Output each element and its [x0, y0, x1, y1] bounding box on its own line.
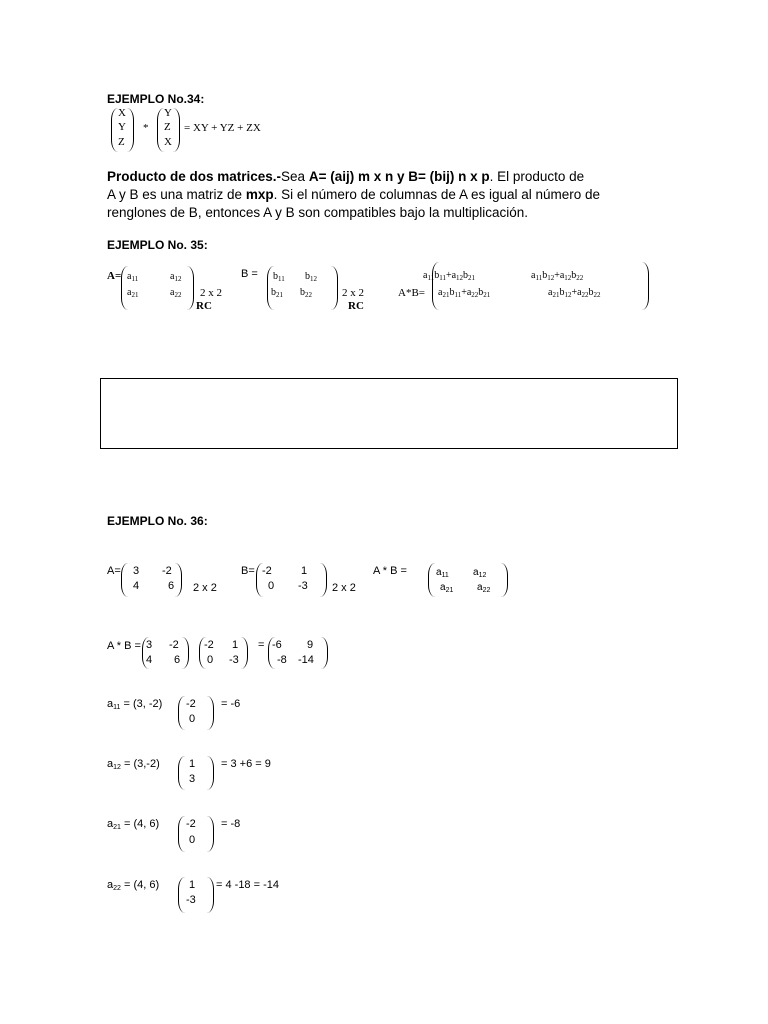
left-paren-icon — [428, 563, 436, 597]
example-35-heading: EJEMPLO No. 35: — [107, 238, 208, 252]
right-paren-icon — [330, 266, 338, 310]
right-paren-icon — [174, 563, 182, 597]
product-definition-line-2: A y B es una matriz de mxp. Si el número de columnas de A es igual al número de — [107, 187, 601, 202]
example-36-heading: EJEMPLO No. 36: — [107, 514, 208, 528]
product-definition-line-3: renglones de B, entonces A y B son compatibles bajo la multiplicación. — [107, 205, 528, 220]
matrix-b-dimension: 2 x 2 — [332, 582, 356, 594]
right-paren-icon — [206, 877, 214, 913]
equals-sign: = — [258, 639, 265, 651]
matrix-a-rc: RC — [196, 300, 212, 312]
empty-text-box — [100, 378, 678, 449]
right-paren-icon — [186, 266, 194, 310]
right-paren-icon — [206, 756, 214, 790]
element-a11-row: $a_{11} = (3$, -2) — [107, 698, 163, 711]
element-a22-row: $a_{22} = (4$, 6) — [107, 879, 160, 892]
right-paren-icon — [126, 108, 134, 152]
matrix-b-dimension: 2 x 2 — [342, 287, 364, 299]
matrix-ab-label: A * B = — [373, 565, 407, 577]
right-paren-icon — [240, 637, 248, 669]
right-paren-icon — [181, 637, 189, 669]
matrix-b-label: B= — [241, 565, 255, 577]
product-calc-label: A * B = — [107, 640, 141, 652]
element-a21-result: = -8 — [221, 818, 241, 830]
element-a21-row: $a_{21} = (4$, 6) — [107, 818, 160, 831]
left-paren-icon — [178, 877, 186, 913]
element-a12-row: $a_{12} = (3,-2)$ — [107, 758, 160, 771]
left-paren-icon — [121, 563, 129, 597]
example-34-result: = XY + YZ + ZX — [184, 122, 261, 134]
matrix-b-rc: RC — [348, 300, 364, 312]
right-paren-icon — [320, 637, 328, 669]
matrix-ab-label: A*B= — [398, 287, 425, 299]
matrix-a-label: A= — [107, 565, 121, 577]
right-paren-icon — [319, 563, 327, 597]
matrix-a-dimension: 2 x 2 — [200, 287, 222, 299]
right-paren-icon — [641, 262, 649, 310]
right-paren-icon — [172, 108, 180, 152]
product-definition-line-1: Producto de dos matrices.-Sea A= (aij) m x n y B= (bij) n x p. El producto de — [107, 169, 585, 184]
right-paren-icon — [206, 696, 214, 730]
element-a12-result: = 3 +6 = 9 — [221, 758, 271, 770]
right-paren-icon — [500, 563, 508, 597]
example-34-heading: EJEMPLO No.34: — [107, 92, 205, 106]
matrix-a-label: A= — [107, 270, 122, 282]
element-a11-result: = -6 — [221, 698, 241, 710]
right-paren-icon — [206, 816, 214, 852]
multiply-operator: * — [143, 122, 149, 134]
left-paren-icon — [178, 756, 186, 790]
matrix-a-dimension: 2 x 2 — [193, 582, 217, 594]
element-a22-result: = 4 -18 = -14 — [216, 879, 279, 891]
left-paren-icon — [178, 696, 186, 730]
left-paren-icon — [178, 816, 186, 852]
matrix-b-label: B = — [241, 268, 258, 280]
